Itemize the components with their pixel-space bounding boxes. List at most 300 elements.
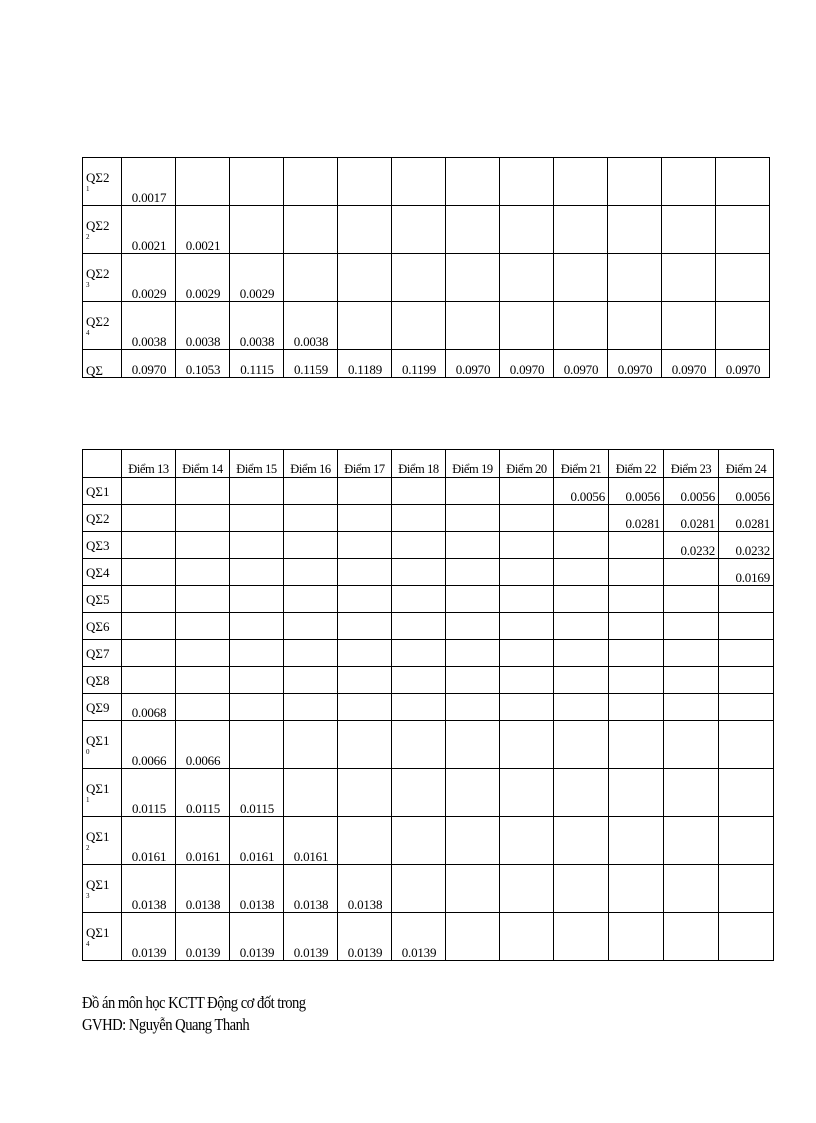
table-cell [500, 206, 554, 254]
footer-advisor: GVHD: Nguyễn Quang Thanh [82, 1015, 250, 1034]
table-cell [554, 586, 609, 613]
table-cell [609, 817, 664, 865]
table-cell [554, 559, 609, 586]
table-cell: 0.0021 [122, 206, 176, 254]
table-cell [500, 667, 554, 694]
table-cell [176, 613, 230, 640]
row-label-sub: 3 [86, 891, 90, 900]
column-header: Điểm 21 [554, 450, 609, 478]
table-cell [446, 158, 500, 206]
table-cell [554, 694, 609, 721]
table-cell [122, 478, 176, 505]
table-cell [554, 302, 608, 350]
table-cell: 0.0970 [500, 350, 554, 378]
row-label-sub: 4 [86, 939, 90, 948]
row-label [83, 158, 122, 206]
table-row [83, 302, 770, 350]
table-cell [609, 667, 664, 694]
table-cell: 0.0161 [230, 817, 284, 865]
table-cell [554, 640, 609, 667]
table-row [83, 206, 770, 254]
row-label [83, 769, 122, 817]
column-header: Điểm 23 [664, 450, 719, 478]
row-label-sub: 4 [86, 328, 90, 337]
table-cell [662, 158, 716, 206]
table-cell [392, 302, 446, 350]
table-cell: 0.0232 [719, 532, 774, 559]
table-cell [609, 913, 664, 961]
table-cell [500, 532, 554, 559]
table-cell: 0.0038 [284, 302, 338, 350]
table-cell [609, 640, 664, 667]
column-header: Điểm 18 [392, 450, 446, 478]
table-cell [446, 613, 500, 640]
column-header: Điểm 24 [719, 450, 774, 478]
header-corner [83, 450, 122, 478]
table-cell [284, 721, 338, 769]
table-cell: 0.0281 [719, 505, 774, 532]
table-cell [230, 532, 284, 559]
table-cell [446, 640, 500, 667]
table-cell [338, 613, 392, 640]
table-row [83, 478, 774, 505]
table-cell [608, 302, 662, 350]
table-cell [284, 586, 338, 613]
table-cell [662, 302, 716, 350]
column-header: Điểm 20 [500, 450, 554, 478]
table-cell [716, 302, 770, 350]
table-cell [338, 721, 392, 769]
row-label [83, 302, 122, 350]
table-cell [392, 586, 446, 613]
table-cell [338, 532, 392, 559]
table-row [83, 817, 774, 865]
table-cell: 0.0281 [664, 505, 719, 532]
table-row [83, 865, 774, 913]
table-row [83, 640, 774, 667]
table-cell: 0.0281 [609, 505, 664, 532]
table-cell [392, 559, 446, 586]
table-cell [664, 865, 719, 913]
table-cell [664, 586, 719, 613]
table-cell [338, 206, 392, 254]
table-cell [338, 769, 392, 817]
table-cell [664, 640, 719, 667]
table-cell [176, 586, 230, 613]
table-cell [230, 559, 284, 586]
table-cell [664, 613, 719, 640]
table-cell [392, 667, 446, 694]
table-cell: 0.0029 [122, 254, 176, 302]
table-cell: 0.0138 [230, 865, 284, 913]
table-cell [338, 694, 392, 721]
table-cell: 0.0066 [122, 721, 176, 769]
table-cell: 0.0169 [719, 559, 774, 586]
table-row [83, 721, 774, 769]
table-cell [500, 613, 554, 640]
row-label-sub: 2 [86, 232, 90, 241]
row-label [83, 206, 122, 254]
table-cell: 0.0038 [122, 302, 176, 350]
table-cell [122, 532, 176, 559]
table-cell [664, 817, 719, 865]
table-cell: 0.0066 [176, 721, 230, 769]
table-cell: 0.0139 [284, 913, 338, 961]
table-cell: 0.0056 [664, 478, 719, 505]
table-cell: 0.0056 [719, 478, 774, 505]
footer-title: Đồ án môn học KCTT Động cơ đốt trong [82, 993, 306, 1012]
table-cell: 0.0970 [446, 350, 500, 378]
table-cell [392, 206, 446, 254]
column-header: Điểm 17 [338, 450, 392, 478]
table-cell: 0.0970 [554, 350, 608, 378]
table-cell [392, 817, 446, 865]
table-cell [500, 478, 554, 505]
table-cell: 0.0038 [230, 302, 284, 350]
table-cell [719, 694, 774, 721]
table-cell [716, 254, 770, 302]
table-cell [284, 478, 338, 505]
table-cell [176, 667, 230, 694]
table-cell: 0.1189 [338, 350, 392, 378]
table-cell: 0.0161 [122, 817, 176, 865]
table-cell [392, 769, 446, 817]
table-cell: 0.0029 [230, 254, 284, 302]
row-label [83, 721, 122, 769]
row-label: QΣ7 [83, 640, 122, 667]
sum-row [83, 350, 770, 378]
table-cell [230, 158, 284, 206]
table-cell: 0.0017 [122, 158, 176, 206]
table-cell [446, 254, 500, 302]
table-cell [608, 254, 662, 302]
table-cell [338, 667, 392, 694]
table-cell [392, 478, 446, 505]
table-cell [664, 913, 719, 961]
row-label [83, 817, 122, 865]
row-label: QΣ2 [83, 505, 122, 532]
table-cell [608, 206, 662, 254]
table-cell [719, 865, 774, 913]
table-cell [664, 694, 719, 721]
table-cell [176, 532, 230, 559]
table-cell [554, 158, 608, 206]
table-cell [176, 640, 230, 667]
table-cell [500, 694, 554, 721]
table-cell [284, 532, 338, 559]
table-cell [230, 613, 284, 640]
table-cell [554, 721, 609, 769]
table-cell [338, 158, 392, 206]
table-cell: 0.0970 [608, 350, 662, 378]
table-cell [230, 721, 284, 769]
table-cell: 0.0138 [284, 865, 338, 913]
table-cell [554, 254, 608, 302]
table-cell [122, 586, 176, 613]
table-cell [446, 694, 500, 721]
row-label-sub: 2 [86, 843, 90, 852]
table-cell [122, 667, 176, 694]
table-cell [609, 559, 664, 586]
table-cell [446, 478, 500, 505]
table-cell [446, 865, 500, 913]
table-cell [719, 913, 774, 961]
table-cell: 0.0139 [392, 913, 446, 961]
table-cell: 0.0115 [122, 769, 176, 817]
header-row [83, 450, 774, 478]
table-cell [446, 817, 500, 865]
table-cell: 0.1053 [176, 350, 230, 378]
table-cell [500, 505, 554, 532]
table-cell [392, 640, 446, 667]
table-cell [338, 640, 392, 667]
table-cell [500, 559, 554, 586]
table-cell [176, 694, 230, 721]
table-cell: 0.0161 [284, 817, 338, 865]
table-cell [719, 586, 774, 613]
table-cell [446, 913, 500, 961]
table-cell [230, 667, 284, 694]
table-cell: 0.0115 [176, 769, 230, 817]
table-cell: 0.0029 [176, 254, 230, 302]
table-cell [719, 769, 774, 817]
table-cell [662, 206, 716, 254]
table-row [83, 505, 774, 532]
table-cell [719, 640, 774, 667]
table-cell [230, 640, 284, 667]
row-label-sub: 0 [86, 747, 90, 756]
table-cell: 0.0021 [176, 206, 230, 254]
table-row [83, 769, 774, 817]
table-cell [609, 694, 664, 721]
table-cell [338, 586, 392, 613]
table-cell [284, 206, 338, 254]
table-cell [554, 532, 609, 559]
table-cell [554, 613, 609, 640]
table-cell [500, 769, 554, 817]
table-cell [446, 505, 500, 532]
table-cell [338, 478, 392, 505]
table-cell [284, 667, 338, 694]
table-cell: 0.0139 [176, 913, 230, 961]
column-header: Điểm 15 [230, 450, 284, 478]
table-cell: 0.0161 [176, 817, 230, 865]
column-header: Điểm 16 [284, 450, 338, 478]
table-cell [554, 505, 609, 532]
row-label-sub: 1 [86, 184, 90, 193]
table-cell [500, 586, 554, 613]
footer [82, 992, 306, 1036]
table-cell [664, 721, 719, 769]
table-cell: 0.0056 [609, 478, 664, 505]
table-cell [719, 667, 774, 694]
table-cell [230, 505, 284, 532]
table-cell [664, 559, 719, 586]
table-cell [446, 532, 500, 559]
column-header: Điểm 19 [446, 450, 500, 478]
table-cell: 0.1199 [392, 350, 446, 378]
table-cell [500, 302, 554, 350]
table-cell [176, 158, 230, 206]
row-label-main: QΣ1 [86, 876, 110, 892]
table-cell: 0.0232 [664, 532, 719, 559]
table-cell [719, 817, 774, 865]
table-cell [284, 694, 338, 721]
table-row [83, 913, 774, 961]
table-cell [719, 613, 774, 640]
table-cell [446, 206, 500, 254]
table-cell: 0.0970 [122, 350, 176, 378]
table-row [83, 254, 770, 302]
row-label: QΣ9 [83, 694, 122, 721]
table-row [83, 613, 774, 640]
table-cell [176, 505, 230, 532]
table-cell [284, 613, 338, 640]
table-cell: 0.0139 [122, 913, 176, 961]
table-cell [446, 559, 500, 586]
table-cell [500, 865, 554, 913]
table-cell [609, 769, 664, 817]
table-cell [284, 640, 338, 667]
table-cell [338, 254, 392, 302]
table-row [83, 559, 774, 586]
row-label-main: QΣ1 [86, 780, 110, 796]
table-cell [446, 769, 500, 817]
table-cell: 0.0138 [176, 865, 230, 913]
table-cell [500, 817, 554, 865]
table-cell [554, 667, 609, 694]
table-cell: 0.0038 [176, 302, 230, 350]
table-cell [392, 721, 446, 769]
column-header: Điểm 22 [609, 450, 664, 478]
row-label: QΣ4 [83, 559, 122, 586]
row-label: QΣ5 [83, 586, 122, 613]
table-cell: 0.0970 [662, 350, 716, 378]
table-cell: 0.0139 [338, 913, 392, 961]
row-label-main: QΣ2 [86, 265, 110, 281]
table-cell [230, 206, 284, 254]
table-cell [719, 721, 774, 769]
table-cell [554, 817, 609, 865]
table-cell [338, 505, 392, 532]
table-cell [230, 478, 284, 505]
table-row [83, 694, 774, 721]
table-cell [338, 302, 392, 350]
row-label-sub: 1 [86, 795, 90, 804]
row-label [83, 254, 122, 302]
table-cell [500, 254, 554, 302]
table-row [83, 532, 774, 559]
table-cell [284, 158, 338, 206]
table-cell: 0.1159 [284, 350, 338, 378]
table-cell: 0.0138 [338, 865, 392, 913]
table-cell [122, 613, 176, 640]
table-cell [609, 613, 664, 640]
row-label-main: QΣ2 [86, 313, 110, 329]
table-cell [554, 913, 609, 961]
row-label-main: QΣ1 [86, 924, 110, 940]
row-label [83, 865, 122, 913]
table-cell [608, 158, 662, 206]
row-label: QΣ1 [83, 478, 122, 505]
table-cell [284, 769, 338, 817]
table-cell [392, 505, 446, 532]
table-cell [392, 865, 446, 913]
sum-row-label: QΣ [83, 350, 122, 378]
table-cell [609, 586, 664, 613]
table-cell [662, 254, 716, 302]
table-cell [716, 206, 770, 254]
table-cell [392, 158, 446, 206]
table-top [82, 157, 770, 378]
row-label: QΣ3 [83, 532, 122, 559]
row-label: QΣ6 [83, 613, 122, 640]
table-cell [338, 559, 392, 586]
table-cell [500, 913, 554, 961]
table-cell: 0.0970 [716, 350, 770, 378]
table-cell: 0.0068 [122, 694, 176, 721]
table-cell [284, 254, 338, 302]
table-cell [230, 694, 284, 721]
table-cell: 0.0138 [122, 865, 176, 913]
table-cell: 0.0056 [554, 478, 609, 505]
table-cell [554, 206, 608, 254]
row-label [83, 913, 122, 961]
table-cell [446, 721, 500, 769]
column-header: Điểm 14 [176, 450, 230, 478]
column-header: Điểm 13 [122, 450, 176, 478]
table-cell [230, 586, 284, 613]
table-cell [176, 478, 230, 505]
table-cell [122, 559, 176, 586]
table-cell [284, 505, 338, 532]
table-row [83, 667, 774, 694]
table-row [83, 158, 770, 206]
table-cell [392, 694, 446, 721]
table-cell [338, 817, 392, 865]
table-cell [446, 586, 500, 613]
table-cell [500, 640, 554, 667]
table-row [83, 586, 774, 613]
table-cell [716, 158, 770, 206]
table-cell [392, 613, 446, 640]
table-cell: 0.1115 [230, 350, 284, 378]
table-bottom [82, 449, 774, 961]
table-cell [176, 559, 230, 586]
table-cell [664, 667, 719, 694]
table-cell [122, 640, 176, 667]
table-cell [392, 532, 446, 559]
row-label: QΣ8 [83, 667, 122, 694]
table-cell [609, 721, 664, 769]
table-cell [500, 721, 554, 769]
table-cell [554, 865, 609, 913]
table-cell [446, 302, 500, 350]
row-label-main: QΣ1 [86, 828, 110, 844]
row-label-main: QΣ2 [86, 217, 110, 233]
table-cell [609, 865, 664, 913]
row-label-sub: 3 [86, 280, 90, 289]
table-cell [554, 769, 609, 817]
table-cell [122, 505, 176, 532]
row-label-main: QΣ1 [86, 732, 110, 748]
table-cell: 0.0139 [230, 913, 284, 961]
table-cell [664, 769, 719, 817]
table-cell [392, 254, 446, 302]
table-cell: 0.0115 [230, 769, 284, 817]
row-label-main: QΣ2 [86, 169, 110, 185]
table-cell [446, 667, 500, 694]
